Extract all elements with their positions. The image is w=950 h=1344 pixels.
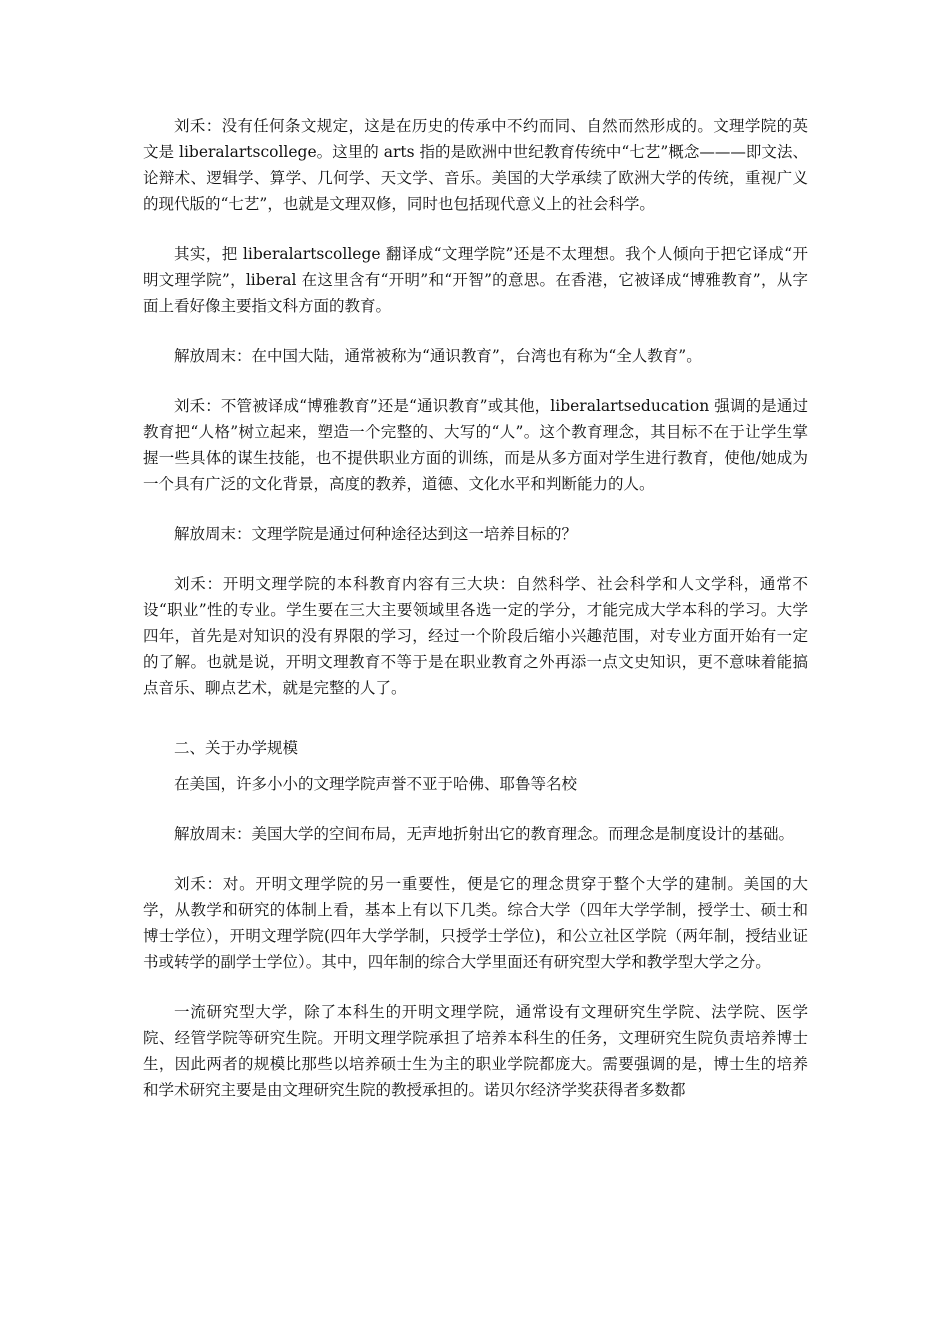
- section-heading: 二、关于办学规模: [174, 739, 299, 757]
- paragraph-question-approach: 解放周末：文理学院是通过何种途径达到这一培养目标的？: [174, 525, 578, 543]
- section-subtitle: 在美国，许多小小的文理学院声誉不亚于哈佛、耶鲁等名校: [174, 775, 578, 793]
- paragraph-liberal-education-ideal: 刘禾：不管被译成“博雅教育”还是“通识教育”或其他，liberalartseducation 强调的是通过教育把“人格”树立起来，塑造一个完整的、大写的“人”。这个教育理念，其目标不在于让学生掌握一些具体的谋生技能，也不提供职业方面的训练，而是从多方面对学生进行教育，使他/她成为一个具有广泛的文化背景，高度的教养，道德、文化水平和判断能力的人。: [143, 397, 808, 493]
- paragraph-curriculum: 刘禾：开明文理学院的本科教育内容有三大块：自然科学、社会科学和人文学科，通常不设“职业”性的专业。学生要在三大主要领域里各选一定的学分，才能完成大学本科的学习。大学四年，首先是对知识的没有界限的学习，经过一个阶段后缩小兴趣范围，对专业方面开始有一定的了解。也就是说，开明文理教育不等于是在职业教育之外再添一点文史知识，更不意味着能搞点音乐、聊点艺术，就是完整的人了。: [143, 575, 808, 697]
- paragraph-translation-note: 其实，把 liberalartscollege 翻译成“文理学院”还是不太理想。我个人倾向于把它译成“开明文理学院”，liberal 在这里含有“开明”和“开智”的意思。在香港，它被译成“博雅教育”，从字面上看好像主要指文科方面的教育。: [143, 245, 808, 315]
- document-body: [143, 113, 808, 1127]
- paragraph-university-types: 刘禾：对。开明文理学院的另一重要性，便是它的理念贯穿于整个大学的建制。美国的大学，从教学和研究的体制上看，基本上有以下几类。综合大学（四年大学学制，授学士、硕士和博士学位），开明文理学院(四年大学学制，只授学士学位)，和公立社区学院（两年制，授结业证书或转学的副学士学位）。其中，四年制的综合大学里面还有研究型大学和教学型大学之分。: [143, 875, 808, 971]
- paragraph-liu-he-origin: 刘禾：没有任何条文规定，这是在历史的传承中不约而同、自然而然形成的。文理学院的英文是 liberalartscollege。这里的 arts 指的是欧洲中世纪教育传统中“七艺”概念———即文法、论辩术、逻辑学、算学、几何学、天文学、音乐。美国的大学承续了欧洲大学的传统，重视广义的现代版的“七艺”，也就是文理双修，同时也包括现代意义上的社会科学。: [143, 117, 808, 213]
- paragraph-research-university: 一流研究型大学，除了本科生的开明文理学院，通常设有文理研究生学院、法学院、医学院、经管学院等研究生院。开明文理学院承担了培养本科生的任务，文理研究生院负责培养博士生，因此两者的规模比那些以培养硕士生为主的职业学院都庞大。需要强调的是，博士生的培养和学术研究主要是由文理研究生院的教授承担的。诺贝尔经济学奖获得者多数都: [143, 1003, 808, 1099]
- paragraph-spatial-layout: 解放周末：美国大学的空间布局，无声地折射出它的教育理念。而理念是制度设计的基础。: [174, 825, 795, 843]
- paragraph-question-general-education: 解放周末：在中国大陆，通常被称为“通识教育”，台湾也有称为“全人教育”。: [174, 347, 702, 365]
